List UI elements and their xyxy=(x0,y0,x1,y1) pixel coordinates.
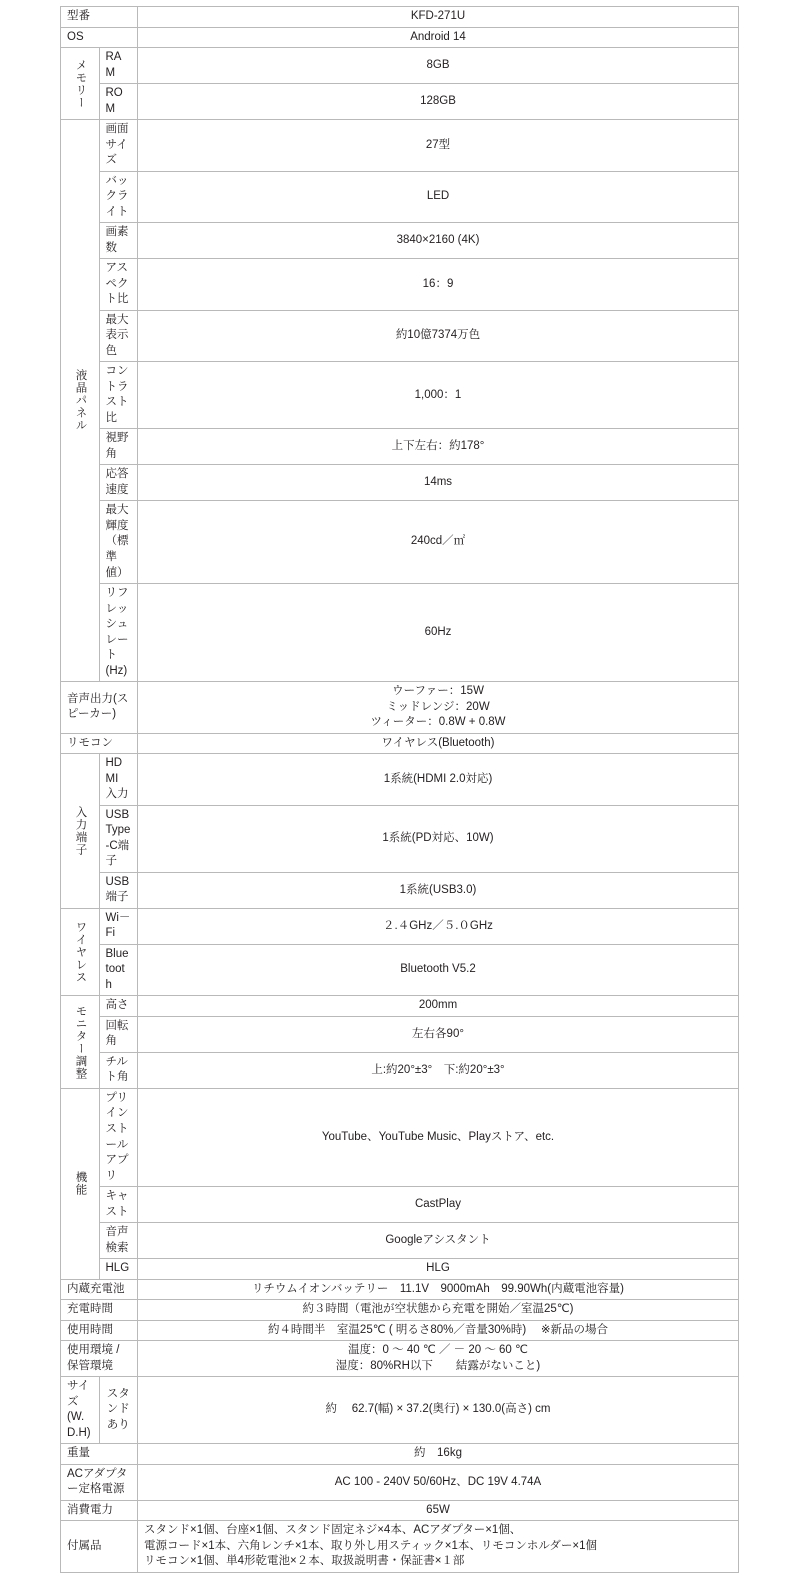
row-value: 1,000：1 xyxy=(138,362,739,429)
row-value: 1系統(HDMI 2.0対応) xyxy=(138,754,739,806)
row-value: KFD-271U xyxy=(138,7,739,28)
value-line: 温度：0 ～ 40 ℃ ／ － 20 ～ 60 ℃ xyxy=(348,1344,528,1357)
specification-table xyxy=(60,6,739,1573)
table-row xyxy=(61,1377,739,1444)
row-value: 上:約20°±3° 下:約20°±3° xyxy=(138,1052,739,1088)
row-label: 使用環境 / 保管環境 xyxy=(61,1341,138,1377)
row-label: 視野角 xyxy=(99,429,138,465)
row-value: 27型 xyxy=(138,120,739,172)
value-line: ミッドレンジ：20W xyxy=(386,700,490,713)
group-label: 入力端子 xyxy=(61,754,100,909)
row-value: 左右各90° xyxy=(138,1016,739,1052)
group-label: メモリー xyxy=(61,48,100,120)
row-label: 回転角 xyxy=(99,1016,138,1052)
table-row xyxy=(61,171,739,223)
table-row xyxy=(61,1223,739,1259)
table-row xyxy=(61,1500,739,1521)
row-label: キャスト xyxy=(99,1187,138,1223)
row-value: 1系統(USB3.0) xyxy=(138,872,739,908)
table-row xyxy=(61,1341,739,1377)
row-value: AC 100 - 240V 50/60Hz、DC 19V 4.74A xyxy=(138,1464,739,1500)
table-row xyxy=(61,223,739,259)
value-line: リモコン×1個、単4形乾電池×２本、取扱説明書・保証書×１部 xyxy=(144,1555,465,1568)
row-value: 3840×2160 (4K) xyxy=(138,223,739,259)
table-row xyxy=(61,805,739,872)
row-value: 128GB xyxy=(138,84,739,120)
table-row xyxy=(61,944,739,996)
table-row xyxy=(61,1052,739,1088)
table-row xyxy=(61,84,739,120)
row-value: 16：9 xyxy=(138,259,739,311)
row-label: サイズ(W.D.H) xyxy=(61,1377,100,1444)
row-label: 消費電力 xyxy=(61,1500,138,1521)
row-label: ACアダプター定格電源 xyxy=(61,1464,138,1500)
table-row xyxy=(61,1259,739,1280)
row-value: Android 14 xyxy=(138,27,739,48)
row-value: 65W xyxy=(138,1500,739,1521)
row-label: 重量 xyxy=(61,1444,138,1465)
row-label: 付属品 xyxy=(61,1521,138,1573)
row-label: 高さ xyxy=(99,996,138,1017)
table-row xyxy=(61,1300,739,1321)
table-row xyxy=(61,908,739,944)
row-label: 内蔵充電池 xyxy=(61,1279,138,1300)
value-line: ウーファー：15W xyxy=(392,685,484,698)
table-row xyxy=(61,27,739,48)
row-value xyxy=(138,682,739,734)
row-value: 約10億7374万色 xyxy=(138,310,739,362)
row-label: コントラスト比 xyxy=(99,362,138,429)
row-label: USB 端子 xyxy=(99,872,138,908)
table-row xyxy=(61,1187,739,1223)
row-value xyxy=(138,1341,739,1377)
table-row xyxy=(61,1279,739,1300)
row-value: 8GB xyxy=(138,48,739,84)
group-label: 機能 xyxy=(61,1088,100,1279)
row-label: バックライト xyxy=(99,171,138,223)
row-label: Wi－Fi xyxy=(99,908,138,944)
table-row xyxy=(61,1444,739,1465)
table-row xyxy=(61,1464,739,1500)
row-value: 240cd／㎡ xyxy=(138,501,739,584)
row-label: 最大表示色 xyxy=(99,310,138,362)
value-line: ツィーター：0.8W + 0.8W xyxy=(370,716,506,729)
table-row xyxy=(61,1521,739,1573)
row-value: 約 16kg xyxy=(138,1444,739,1465)
table-row xyxy=(61,584,739,682)
row-value: 上下左右：約178° xyxy=(138,429,739,465)
row-label: 音声検索 xyxy=(99,1223,138,1259)
table-row xyxy=(61,310,739,362)
row-value: HLG xyxy=(138,1259,739,1280)
table-row xyxy=(61,1320,739,1341)
row-value: ワイヤレス(Bluetooth) xyxy=(138,733,739,754)
row-label: 応答速度 xyxy=(99,465,138,501)
row-label: HLG xyxy=(99,1259,138,1280)
row-value: 約４時間半 室温25℃ ( 明るさ80%／音量30%時) ※新品の場合 xyxy=(138,1320,739,1341)
row-label: チルト角 xyxy=(99,1052,138,1088)
row-label: OS xyxy=(61,27,138,48)
row-value: YouTube、YouTube Music、Playストア、etc. xyxy=(138,1088,739,1186)
table-row xyxy=(61,1016,739,1052)
row-value: リチウムイオンバッテリー 11.1V 9000mAh 99.90Wh(内蔵電池容量) xyxy=(138,1279,739,1300)
row-value: 1系統(PD対応、10W) xyxy=(138,805,739,872)
row-label: 使用時間 xyxy=(61,1320,138,1341)
row-label: 画面サイズ xyxy=(99,120,138,172)
table-row xyxy=(61,259,739,311)
row-value: 60Hz xyxy=(138,584,739,682)
table-row xyxy=(61,996,739,1017)
row-label: リフレッシュレート (Hz) xyxy=(99,584,138,682)
row-label: プリインストールアプリ xyxy=(99,1088,138,1186)
table-row xyxy=(61,501,739,584)
table-row xyxy=(61,872,739,908)
table-row xyxy=(61,48,739,84)
row-value: Bluetooth V5.2 xyxy=(138,944,739,996)
group-label: ワイヤレス xyxy=(61,908,100,996)
row-label: 型番 xyxy=(61,7,138,28)
row-label: ROM xyxy=(99,84,138,120)
table-row xyxy=(61,733,739,754)
row-sublabel: スタンドあり xyxy=(99,1377,138,1444)
table-row xyxy=(61,120,739,172)
table-row xyxy=(61,1088,739,1186)
row-label: アスペクト比 xyxy=(99,259,138,311)
row-value: 14ms xyxy=(138,465,739,501)
row-label: 画素数 xyxy=(99,223,138,259)
row-label: 最大輝度（標準値） xyxy=(99,501,138,584)
row-label: リモコン xyxy=(61,733,138,754)
row-value: LED xyxy=(138,171,739,223)
value-line: スタンド×1個、台座×1個、スタンド固定ネジ×4本、ACアダプター×1個、 xyxy=(144,1524,522,1537)
table-row xyxy=(61,754,739,806)
row-value: ２.４GHz／５.０GHz xyxy=(138,908,739,944)
row-value: 約３時間（電池が空状態から充電を開始／室温25℃) xyxy=(138,1300,739,1321)
row-value: CastPlay xyxy=(138,1187,739,1223)
table-row xyxy=(61,682,739,734)
group-label: モニター調整 xyxy=(61,996,100,1089)
table-row xyxy=(61,7,739,28)
row-label: USB Type-C端子 xyxy=(99,805,138,872)
value-line: 電源コード×1本、六角レンチ×1本、取り外し用スティック×1本、リモコンホルダー×1個 xyxy=(144,1539,598,1552)
table-row xyxy=(61,429,739,465)
group-label: 液晶パネル xyxy=(61,120,100,682)
table-row xyxy=(61,362,739,429)
table-row xyxy=(61,465,739,501)
row-value: 約 62.7(幅) × 37.2(奥行) × 130.0(高さ) cm xyxy=(138,1377,739,1444)
row-label: 音声出力(スピーカー) xyxy=(61,682,138,734)
row-label: Bluetooth xyxy=(99,944,138,996)
row-label: RAM xyxy=(99,48,138,84)
row-value xyxy=(138,1521,739,1573)
row-label: HDMI 入力 xyxy=(99,754,138,806)
row-label: 充電時間 xyxy=(61,1300,138,1321)
row-value: Googleアシスタント xyxy=(138,1223,739,1259)
value-line: 湿度：80%RH以下 結露がないこと) xyxy=(335,1359,541,1372)
row-value: 200mm xyxy=(138,996,739,1017)
